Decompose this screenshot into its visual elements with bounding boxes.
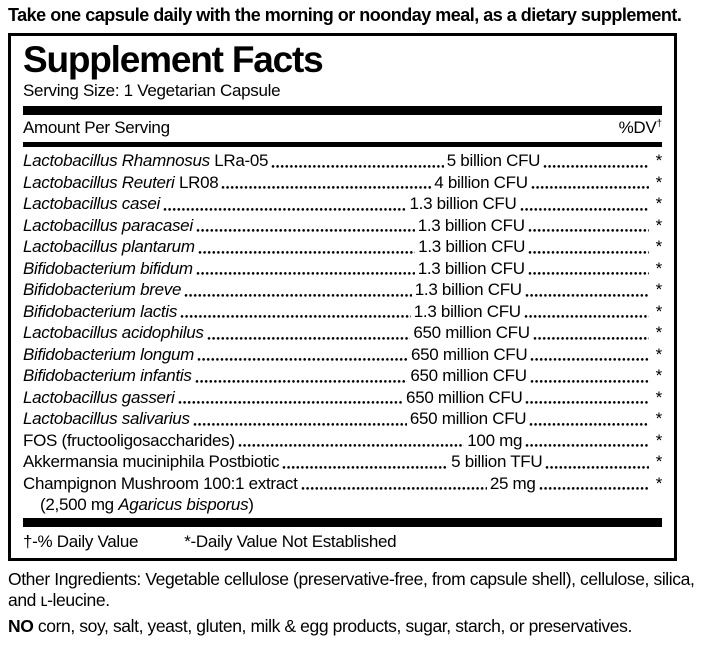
ingredient-name (23, 150, 268, 172)
dv-asterisk: * (655, 366, 662, 385)
ingredient-row (23, 451, 662, 473)
ingredient-name-roman: LRa-05 (209, 151, 269, 170)
ingredient-name-italic: Bifidobacterium bifidum (23, 258, 193, 278)
ingredient-row (23, 150, 662, 172)
ingredient-row (23, 172, 662, 194)
dot-leader (530, 358, 649, 361)
sub-ingredient-species: Agaricus bisporus (118, 495, 249, 514)
panel-title: Supplement Facts (23, 39, 323, 80)
dot-leader (180, 315, 411, 318)
amount-value: 1.3 billion CFU (409, 194, 517, 213)
serving-size: Serving Size: 1 Vegetarian Capsule (23, 81, 281, 100)
dot-leader (524, 315, 649, 318)
dot-leader (163, 208, 407, 211)
dot-leader (528, 251, 649, 254)
amount-value: 1.3 billion CFU (417, 215, 525, 235)
dot-leader (530, 380, 649, 383)
dv-asterisk: * (655, 430, 663, 450)
dot-leader (539, 487, 649, 490)
amount-value: 100 mg (467, 430, 523, 450)
dv-asterisk: * (655, 344, 662, 364)
dv-asterisk: * (655, 215, 662, 235)
dot-leader (282, 466, 448, 469)
ingredient-name (23, 322, 204, 344)
ingredient-row (23, 193, 662, 215)
footnote-row (23, 527, 662, 558)
dv-asterisk: * (655, 280, 662, 299)
dv-asterisk: * (655, 409, 662, 428)
ingredient-name (23, 365, 192, 387)
dv-asterisk: * (655, 387, 662, 407)
dot-leader (271, 165, 444, 168)
dot-leader (528, 272, 649, 275)
ingredient-row (23, 301, 662, 323)
dv-asterisk: * (655, 473, 663, 493)
ingredient-row (23, 365, 662, 387)
dot-leader (525, 444, 649, 447)
dv-asterisk: * (655, 323, 662, 342)
dagger-symbol: † (656, 118, 662, 130)
dv-asterisk: * (655, 301, 663, 321)
amount-value: 1.3 billion CFU (418, 237, 526, 256)
dv-asterisk: * (655, 194, 662, 213)
ingredient-row (23, 215, 662, 237)
ingredient-row (23, 236, 662, 258)
dv-asterisk: * (655, 258, 662, 278)
allergen-no-label: NO (8, 615, 34, 636)
ingredient-name-roman: LR08 (174, 172, 219, 192)
ingredient-row (23, 387, 662, 409)
ingredient-name (23, 193, 160, 215)
dot-leader (197, 358, 408, 361)
ingredient-row (23, 430, 662, 452)
amount-value: 25 mg (489, 473, 536, 493)
dot-leader (207, 337, 411, 340)
ingredient-name-italic: Bifidobacterium lactis (23, 301, 178, 321)
dot-leader (520, 208, 650, 211)
dv-asterisk: * (655, 237, 662, 256)
dot-leader (525, 294, 649, 297)
amount-value: 5 billion CFU (446, 151, 541, 170)
ingredient-name-italic: Lactobacillus salivarius (23, 409, 190, 428)
ingredient-row (23, 258, 662, 280)
ingredient-row (23, 279, 662, 301)
ingredient-name-roman: Akkermansia muciniphila Postbiotic (23, 452, 280, 471)
amount-value: 1.3 billion CFU (414, 280, 522, 299)
amount-value: 650 million CFU (409, 409, 527, 428)
sub-ingredient-line (23, 494, 662, 516)
dv-asterisk: * (655, 172, 662, 192)
ingredient-name (23, 236, 195, 258)
percent-dv-header (619, 118, 662, 138)
ingredient-row (23, 322, 662, 344)
supplement-label-page (0, 5, 720, 637)
supplement-facts-panel (8, 33, 677, 561)
dot-leader (195, 380, 408, 383)
sub-ingredient-pre: (2,500 mg (40, 495, 119, 514)
other-ingredients-text: Other Ingredients: Vegetable cellulose (preservative-free, from capsule shell), cellulose, silica, and ʟ-leucine. (8, 568, 695, 610)
ingredient-name (23, 430, 235, 452)
ingredient-name (23, 473, 298, 495)
amount-value: 1.3 billion CFU (417, 258, 525, 278)
ingredient-name-italic: Lactobacillus acidophilus (23, 323, 204, 342)
dot-leader (193, 423, 407, 426)
dv-asterisk: * (655, 151, 662, 170)
amount-value: 4 billion CFU (434, 172, 528, 192)
dot-leader (196, 272, 415, 275)
sub-ingredient-post: ) (248, 495, 254, 514)
amount-value: 1.3 billion CFU (413, 301, 521, 321)
dot-leader (533, 337, 649, 340)
ingredient-row (23, 408, 662, 430)
dot-leader (238, 444, 465, 447)
ingredient-rows (23, 147, 662, 518)
ingredient-name (23, 408, 190, 430)
ingredient-name-italic: Lactobacillus Reuteri (23, 172, 175, 192)
ingredient-name (23, 279, 181, 301)
ingredient-name (23, 451, 279, 473)
ingredient-name (23, 344, 194, 366)
dot-leader (543, 165, 649, 168)
dot-leader (184, 294, 412, 297)
ingredient-name-italic: Lactobacillus Rhamnosus (23, 151, 210, 170)
amount-value: 650 million CFU (413, 323, 530, 342)
dot-leader (529, 423, 649, 426)
ingredient-name-italic: Lactobacillus gasseri (23, 387, 175, 407)
dv-asterisk: * (655, 452, 663, 471)
ingredient-name-roman: FOS (fructooligosaccharides) (23, 430, 235, 450)
amount-value: 650 million CFU (410, 344, 528, 364)
ingredient-name-italic: Lactobacillus plantarum (23, 237, 195, 256)
ingredient-name (23, 387, 175, 409)
divider-thick-top (23, 106, 662, 115)
ingredient-name-italic: Bifidobacterium longum (23, 344, 195, 364)
ingredient-name-italic: Bifidobacterium breve (23, 280, 182, 299)
ingredient-name-italic: Lactobacillus paracasei (23, 215, 193, 235)
dot-leader (221, 186, 431, 189)
dot-leader (531, 186, 649, 189)
ingredient-name (23, 215, 193, 237)
dot-leader (525, 401, 649, 404)
dot-leader (301, 487, 487, 490)
ingredient-name-roman: Champignon Mushroom 100:1 extract (23, 473, 298, 493)
ingredient-name (23, 301, 177, 323)
dot-leader (198, 251, 415, 254)
dot-leader (178, 401, 404, 404)
usage-instruction: Take one capsule daily with the morning or noonday meal, as a dietary supplement. (8, 5, 682, 25)
column-header-row (23, 115, 662, 142)
percent-dv-label: %DV (618, 118, 657, 137)
ingredient-name (23, 172, 218, 194)
amount-per-serving-label: Amount Per Serving (23, 118, 170, 137)
divider-thick-bottom (23, 518, 662, 527)
amount-value: 650 million CFU (410, 366, 527, 385)
amount-value: 5 billion TFU (451, 452, 543, 471)
ingredient-row (23, 344, 662, 366)
allergen-list: corn, soy, salt, yeast, gluten, milk & egg products, sugar, starch, or preservatives. (33, 615, 632, 636)
ingredient-name-italic: Bifidobacterium infantis (23, 366, 192, 385)
amount-value: 650 million CFU (406, 387, 523, 407)
ingredient-name-italic: Lactobacillus casei (23, 194, 160, 213)
dot-leader (196, 229, 415, 232)
footnote-daily-value: †-% Daily Value (23, 531, 139, 551)
allergen-statement (8, 616, 712, 638)
footnote-not-established: *-Daily Value Not Established (184, 531, 397, 551)
dot-leader (545, 466, 649, 469)
ingredient-name (23, 258, 193, 280)
dot-leader (528, 229, 649, 232)
ingredient-row (23, 473, 662, 495)
